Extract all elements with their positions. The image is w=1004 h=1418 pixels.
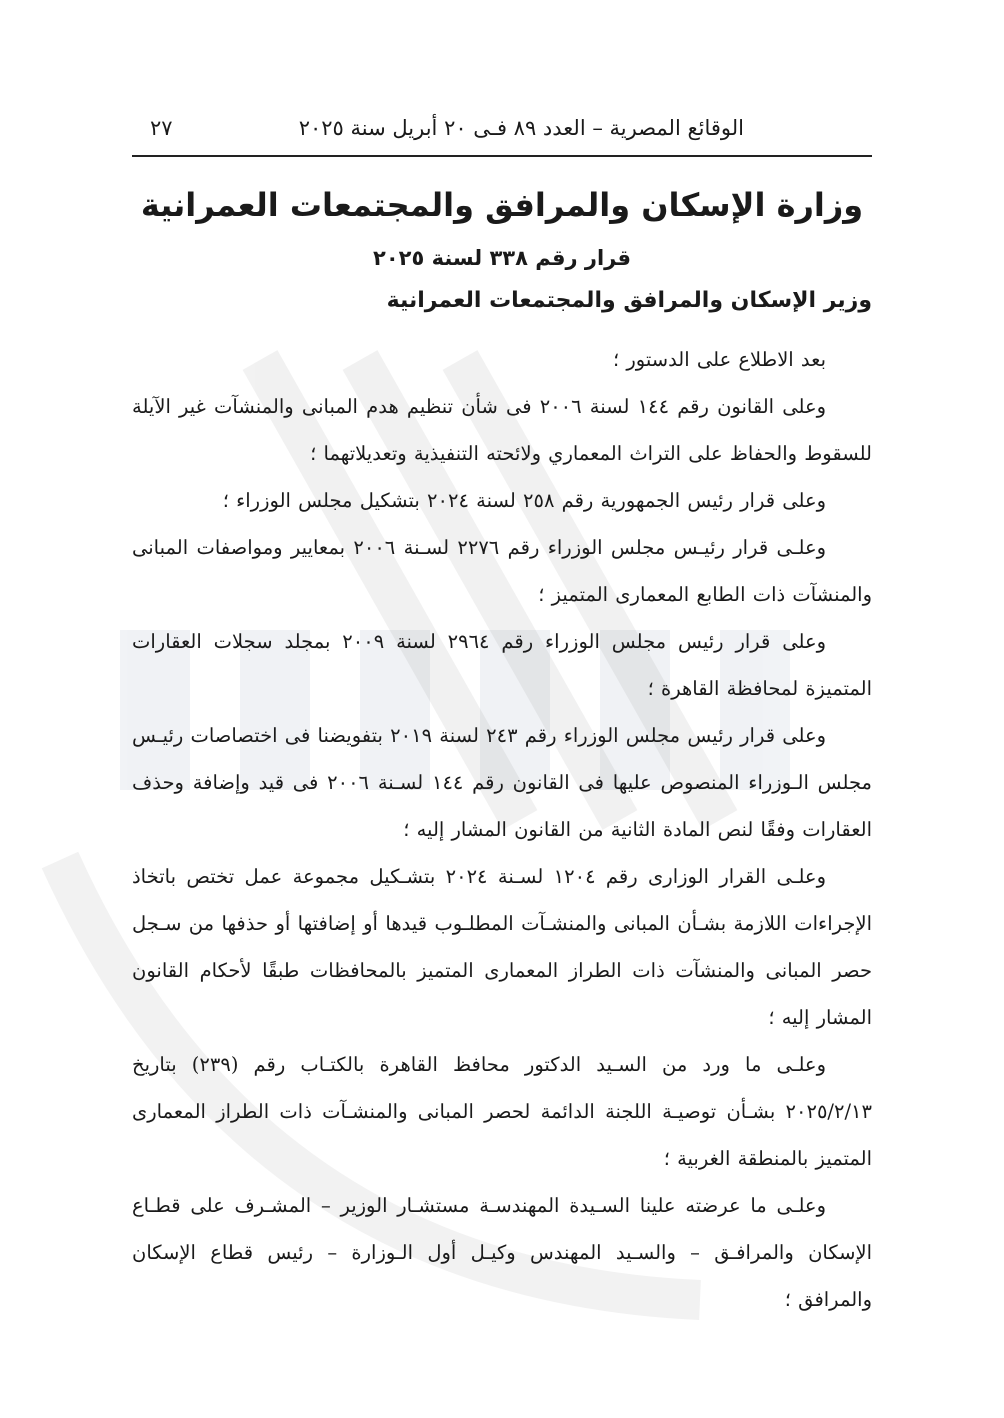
paragraph: وعلـى القرار الوزارى رقم ١٢٠٤ لسـنة ٢٠٢٤ بتشـكيل مجموعة عمل تختص باتخاذ الإجراءات اللازمة بشـأن المبانى والمنشـآت المطلـوب قيدها أو إضافتها أو حذفها من سـجل حصر المبانى والمنشآت ذات الطراز المعمارى المتميز بالمحافظات طبقًا لأحكام القانون المشار إليه ؛ [132, 865, 872, 1029]
decree-title: قرار رقم ٣٣٨ لسنة ٢٠٢٥ [373, 246, 631, 270]
minister-title: وزير الإسكان والمرافق والمجتمعات العمرانية [386, 288, 872, 313]
paragraph: وعلى قرار رئيس مجلس الوزراء رقم ٢٩٦٤ لسنة ٢٠٠٩ بمجلد سجلات العقارات المتميزة لمحافظة القاهرة ؛ [132, 630, 872, 700]
ministry-title: وزارة الإسكان والمرافق والمجتمعات العمرانية [140, 186, 864, 224]
paragraph: وعلى قرار رئيس الجمهورية رقم ٢٥٨ لسنة ٢٠٢٤ بتشكيل مجلس الوزراء ؛ [222, 489, 826, 512]
paragraph: وعلى قرار رئيس مجلس الوزراء رقم ٢٤٣ لسنة ٢٠١٩ بتفويضنا فى اختصاصات رئيـس مجلس الـوزراء المنصوص عليها فى القانون رقم ١٤٤ لسـنة ٢٠٠٦ فى قيد وإضافة وحذف العقارات وفقًا لنص المادة الثانية من القانون المشار إليه ؛ [132, 724, 872, 841]
paragraph: وعلى القانون رقم ١٤٤ لسنة ٢٠٠٦ فى شأن تنظيم هدم المبانى والمنشآت غير الآيلة للسقوط والحفاظ على التراث المعماري ولائحته التنفيذية وتعديلاتهما ؛ [132, 395, 872, 465]
paragraph: بعد الاطلاع على الدستور ؛ [612, 348, 826, 371]
header-divider [132, 155, 872, 157]
page-number: ٢٧ [150, 116, 173, 140]
running-header [132, 112, 872, 154]
paragraph: وعلـى ما عرضته علينا السـيدة المهندسـة مستشـار الوزير – المشـرف على قطـاع الإسكان والمرافـق – والسـيد المهندس وكيـل أول الـوزارة – رئيس قطاع الإسكان والمرافق ؛ [132, 1194, 872, 1311]
running-title: الوقائع المصرية – العدد ٨٩ فـى ٢٠ أبريل سنة ٢٠٢٥ [298, 116, 744, 140]
decree-preamble [132, 336, 872, 1323]
paragraph: وعلـى ما ورد من السـيد الدكتور محافظ القاهرة بالكتـاب رقم (٢٣٩) بتاريخ ٢٠٢٥/٢/١٣ بشـأن توصيـة اللجنة الدائمة لحصر المبانى والمنشـآت ذات الطراز المعمارى المتميز بالمنطقة الغربية ؛ [132, 1053, 872, 1170]
paragraph: وعلـى قرار رئيـس مجلس الوزراء رقم ٢٢٧٦ لسـنة ٢٠٠٦ بمعايير ومواصفات المبانى والمنشآت ذات الطابع المعمارى المتميز ؛ [132, 536, 872, 606]
